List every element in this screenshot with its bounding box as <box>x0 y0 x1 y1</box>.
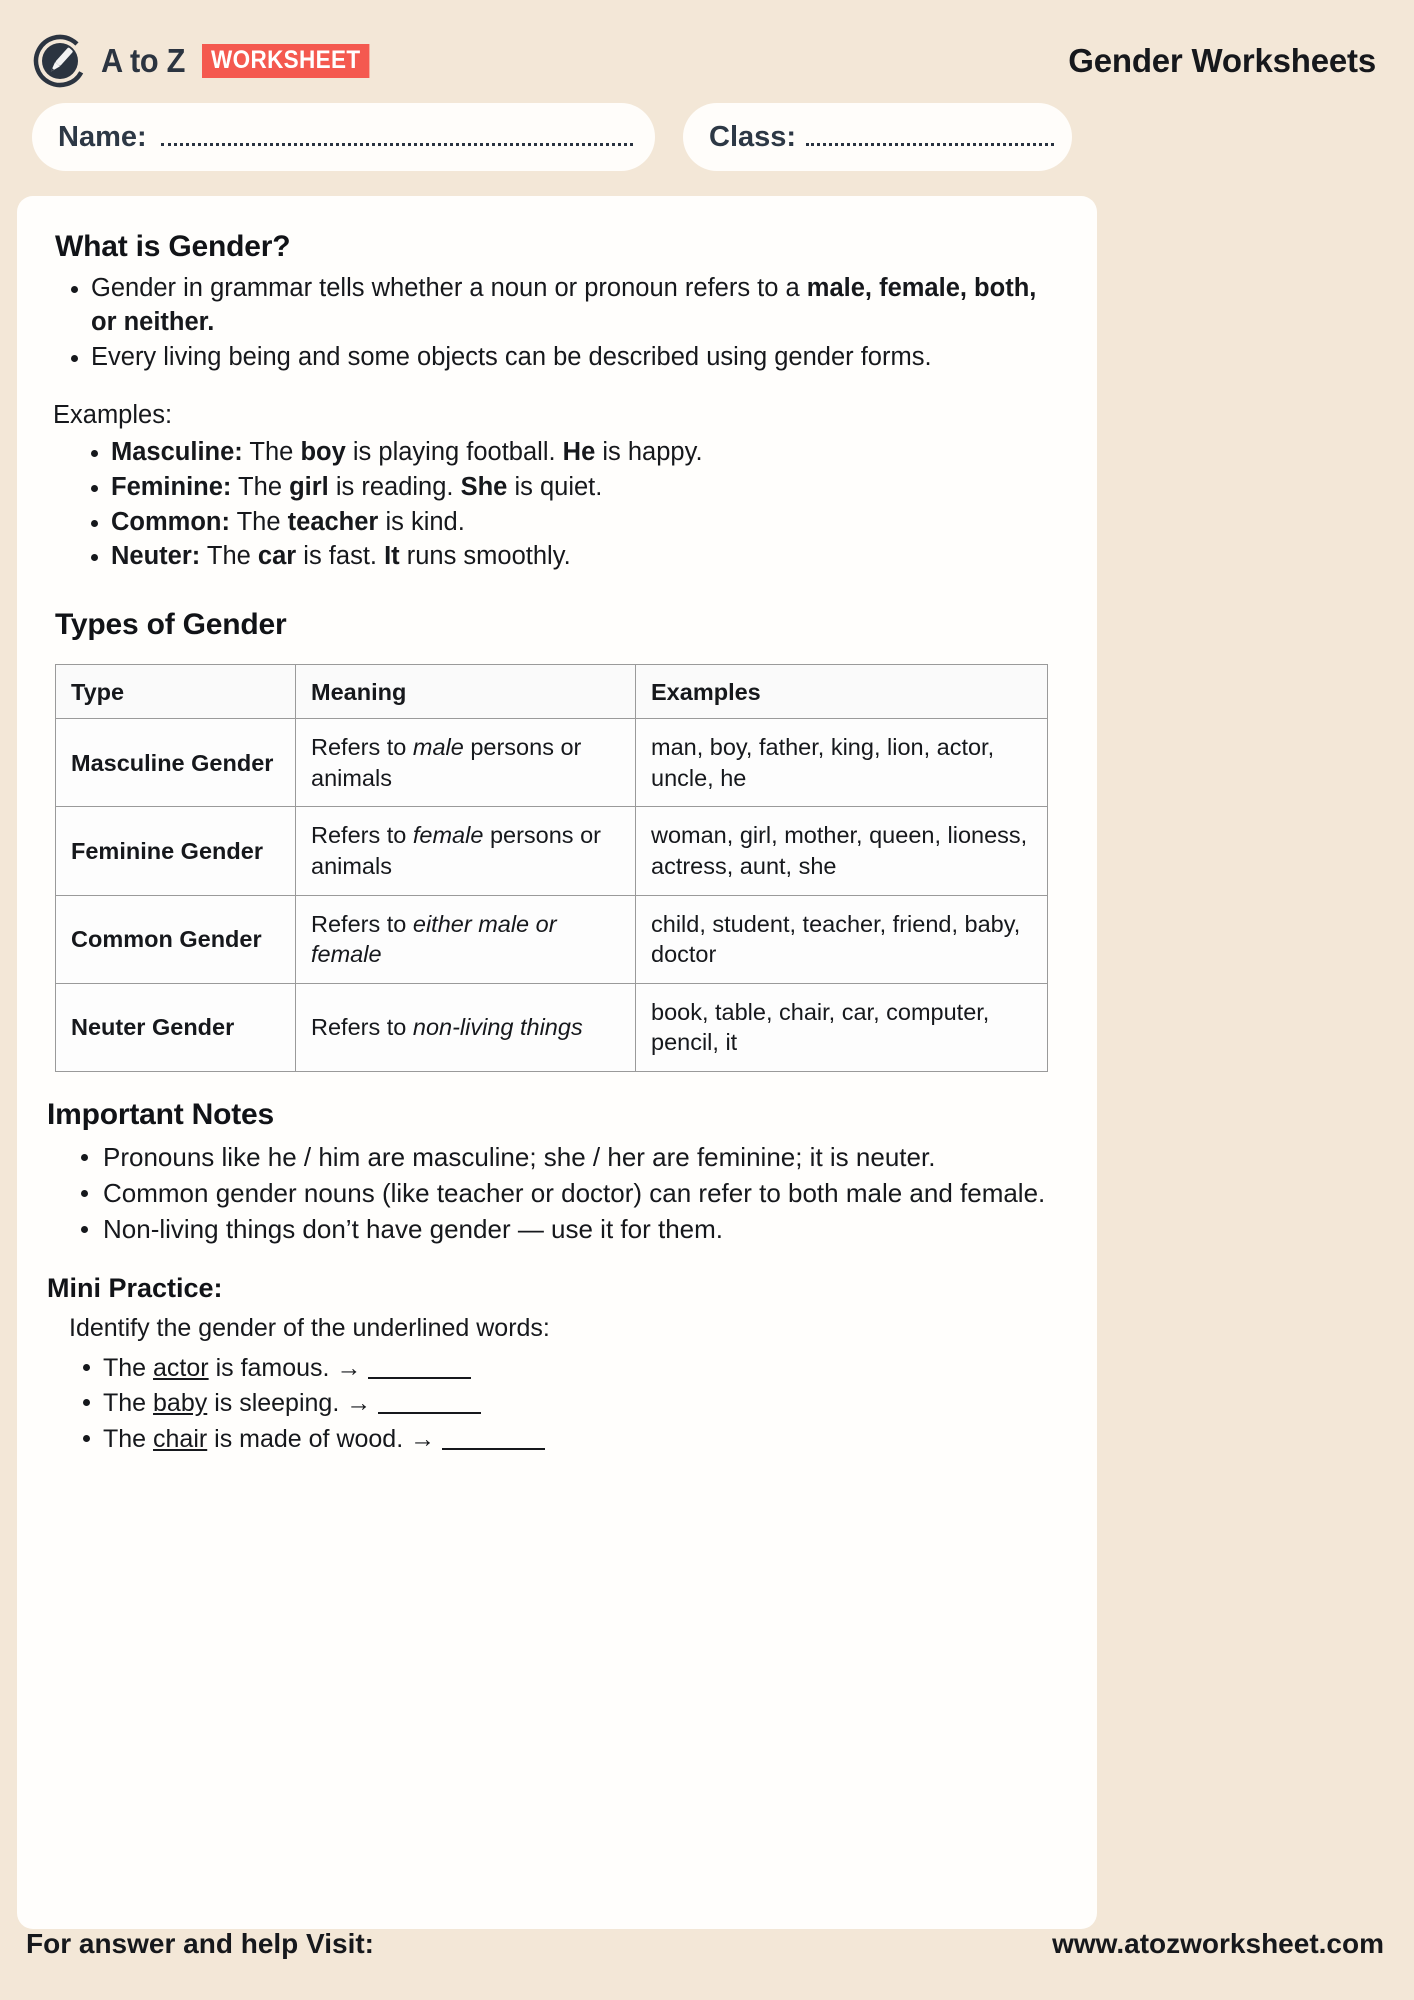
text-run: female <box>412 822 484 849</box>
practice-text-before: The <box>103 1389 154 1418</box>
practice-text-after: is sleeping. → <box>207 1389 379 1418</box>
footer-help-text: For answer and help Visit: <box>26 1928 375 1959</box>
intro-heading: What is Gender? <box>55 230 291 263</box>
text-run: Masculine: <box>111 437 243 466</box>
text-run: is kind. <box>378 507 465 536</box>
practice-text-after: is famous. → <box>208 1353 369 1382</box>
examples-label: Examples: <box>53 400 173 429</box>
underlined-word: baby <box>153 1389 208 1418</box>
table-row <box>56 983 1048 1071</box>
table-header-row <box>56 665 1048 719</box>
answer-blank[interactable] <box>442 1448 545 1450</box>
cell-meaning <box>296 895 636 983</box>
list-item <box>47 540 1067 574</box>
examples-list <box>47 436 1067 575</box>
text-run: is quiet. <box>507 472 603 501</box>
text-run: girl <box>289 472 329 501</box>
column-header-type: Type <box>56 665 296 719</box>
brand-name: A to Z <box>101 42 186 79</box>
text-run: He <box>562 437 596 466</box>
list-item <box>47 471 1067 505</box>
text-run: is fast. <box>296 542 385 571</box>
text-run: is reading. <box>328 472 461 501</box>
list-item <box>47 436 1067 470</box>
class-label: Class: <box>709 120 797 153</box>
underlined-word: actor <box>153 1353 209 1382</box>
practice-list <box>47 1351 1067 1458</box>
practice-intro: Identify the gender of the underlined words: <box>69 1313 550 1342</box>
cell-examples: child, student, teacher, friend, baby, doctor <box>636 895 1048 983</box>
cell-meaning <box>296 719 636 807</box>
table-row <box>56 895 1048 983</box>
practice-text-before: The <box>103 1424 154 1453</box>
brand-badge: WORKSHEET <box>202 44 369 78</box>
cell-meaning <box>296 983 636 1071</box>
page-footer <box>0 1928 1414 1960</box>
cell-type: Neuter Gender <box>56 983 296 1071</box>
class-field[interactable] <box>683 103 1072 171</box>
cell-meaning <box>296 807 636 895</box>
list-item <box>47 1386 1067 1422</box>
list-item: Pronouns like he / him are masculine; she / her are feminine; it is neuter. <box>47 1140 1067 1174</box>
text-run: teacher <box>287 507 379 536</box>
table-row <box>56 719 1048 807</box>
text-run: Refers to <box>311 822 413 849</box>
text-run: runs smoothly. <box>399 542 571 571</box>
class-input-rule[interactable] <box>806 143 1054 146</box>
list-item: Non-living things don’t have gender — use it for them. <box>47 1212 1067 1246</box>
table-row <box>56 807 1048 895</box>
practice-text-before: The <box>103 1353 154 1382</box>
list-item <box>47 506 1067 540</box>
practice-section <box>47 1273 1067 1458</box>
list-item <box>47 272 1067 340</box>
text-run: non-living things <box>412 1013 583 1040</box>
text-run: car <box>257 542 297 571</box>
page-header <box>0 22 1414 100</box>
text-run: persons or animals <box>311 822 601 879</box>
text-run: is happy. <box>595 437 703 466</box>
text-run: Gender in grammar tells whether a noun or pronoun refers to a <box>91 274 807 302</box>
cell-type: Masculine Gender <box>56 719 296 807</box>
brand-logo <box>32 33 389 89</box>
text-run: persons or animals <box>311 734 582 791</box>
text-run: either male or female <box>311 910 557 968</box>
cell-examples: book, table, chair, car, computer, pencil, it <box>636 983 1048 1071</box>
cell-type: Feminine Gender <box>56 807 296 895</box>
text-run: The <box>229 507 288 536</box>
name-field[interactable] <box>32 103 655 171</box>
cell-examples: woman, girl, mother, queen, lioness, actress, aunt, she <box>636 807 1048 895</box>
practice-text-after: is made of wood. → <box>207 1424 443 1453</box>
text-run: Refers to <box>311 734 413 761</box>
content-card <box>17 196 1097 1929</box>
cell-type: Common Gender <box>56 895 296 983</box>
footer-website-link[interactable]: www.atozworksheet.com <box>1052 1928 1384 1959</box>
cell-examples: man, boy, father, king, lion, actor, uncle, he <box>636 719 1048 807</box>
pen-in-circle-icon <box>32 33 88 89</box>
text-run: is playing football. <box>345 437 563 466</box>
text-run: male <box>412 734 464 761</box>
text-run: Every living being and some objects can be described using gender forms. <box>91 342 932 371</box>
text-run: Feminine: <box>111 472 232 501</box>
text-run: boy <box>300 437 346 466</box>
text-run: Refers to <box>311 910 413 937</box>
student-fields <box>32 103 1072 171</box>
types-heading: Types of Gender <box>55 608 287 642</box>
text-run: The <box>200 542 258 571</box>
notes-list <box>47 1140 1067 1247</box>
text-run: Neuter: <box>111 542 201 571</box>
answer-blank[interactable] <box>368 1377 471 1379</box>
underlined-word: chair <box>153 1424 208 1453</box>
text-run: Refers to <box>311 1013 413 1040</box>
list-item: Common gender nouns (like teacher or doctor) can refer to both male and female. <box>47 1176 1067 1210</box>
text-run: Common: <box>111 507 230 536</box>
text-run: male, female, both, or neither. <box>91 274 1037 336</box>
list-item <box>47 1351 1067 1387</box>
text-run: The <box>231 472 290 501</box>
list-item <box>47 1422 1067 1458</box>
notes-section <box>47 1098 1067 1247</box>
text-run: She <box>460 472 508 501</box>
name-input-rule[interactable] <box>161 143 633 146</box>
notes-heading: Important Notes <box>47 1097 275 1131</box>
text-run: It <box>384 542 400 571</box>
gender-types-table <box>55 664 1048 1071</box>
answer-blank[interactable] <box>378 1412 481 1414</box>
intro-bullet-list <box>47 272 1067 375</box>
list-item <box>47 341 1067 375</box>
name-label: Name: <box>58 120 147 153</box>
column-header-examples: Examples <box>636 665 1048 719</box>
text-run: The <box>242 437 301 466</box>
page-title: Gender Worksheets <box>1068 42 1376 79</box>
practice-title: Mini Practice: <box>47 1272 223 1303</box>
column-header-meaning: Meaning <box>296 665 636 719</box>
